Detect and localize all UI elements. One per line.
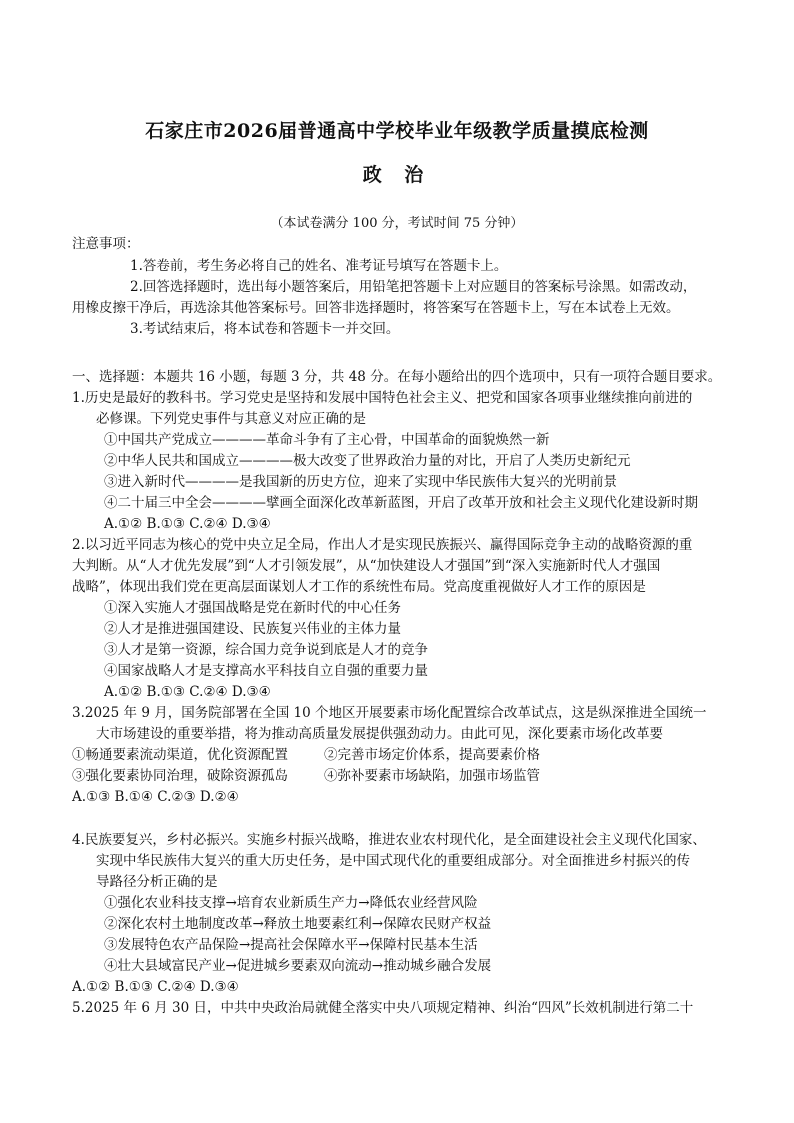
q1-statement-1: ①中国共产党成立————革命斗争有了主心骨，中国革命的面貌焕然一新 bbox=[104, 432, 550, 448]
q2-stem-cont-1: 大判断。从“人才优先发展”到“人才引领发展”，从“加快建设人才强国”到“深入实施新时代人才强国 bbox=[72, 558, 661, 574]
q3-statement-4: ④弥补要素市场缺陷，加强市场监管 bbox=[324, 768, 540, 784]
exam-subject: 政 治 bbox=[362, 164, 432, 186]
exam-meta: （本试卷满分 100 分，考试时间 75 分钟） bbox=[270, 216, 524, 231]
q2-options: A.①② B.①③ C.②④ D.③④ bbox=[104, 684, 271, 700]
notice-item-2-cont: 用橡皮擦干净后，再选涂其他答案标号。回答非选择题时，将答案写在答题卡上，写在本试卷上无效。 bbox=[72, 300, 680, 316]
q4-stem: 4.民族要复兴，乡村必振兴。实施乡村振兴战略，推进农业农村现代化，是全面建设社会主义现代化国家、 bbox=[72, 832, 706, 848]
q4-stem-cont-1: 实现中华民族伟大复兴的重大历史任务，是中国式现代化的重要组成部分。对全面推进乡村振兴的传 bbox=[96, 853, 690, 869]
notice-item-1: 1.答卷前，考生务必将自己的姓名、准考证号填写在答题卡上。 bbox=[130, 258, 508, 274]
q1-statement-3: ③进入新时代————是我国新的历史方位，迎来了实现中华民族伟大复兴的光明前景 bbox=[104, 474, 617, 490]
q2-stem: 2.以习近平同志为核心的党中央立足全局，作出人才是实现民族振兴、赢得国际竞争主动的战略资源的重 bbox=[72, 537, 693, 553]
q4-statement-3: ③发展特色农产品保险→提高社会保障水平→保障村民基本生活 bbox=[104, 937, 478, 953]
q2-stem-cont-2: 战略”，体现出我们党在更高层面谋划人才工作的系统性布局。党高度重视做好人才工作的原因是 bbox=[72, 579, 646, 595]
q1-stem: 1.历史是最好的教科书。学习党史是坚持和发展中国特色社会主义、把党和国家各项事业继续推向前进的 bbox=[72, 390, 693, 406]
q3-stem: 3.2025 年 9 月，国务院部署在全国 10 个地区开展要素市场化配置综合改革试点，这是纵深推进全国统一 bbox=[72, 705, 707, 721]
q4-statement-2: ②深化农村土地制度改革→释放土地要素红利→保障农民财产权益 bbox=[104, 916, 492, 932]
q4-statement-1: ①强化农业科技支撑→培育农业新质生产力→降低农业经营风险 bbox=[104, 895, 478, 911]
q2-statement-3: ③人才是第一资源，综合国力竞争说到底是人才的竞争 bbox=[104, 642, 428, 658]
q1-options: A.①② B.①③ C.②④ D.③④ bbox=[104, 516, 271, 532]
q3-statement-2: ②完善市场定价体系，提高要素价格 bbox=[324, 747, 540, 763]
q1-statement-4: ④二十届三中全会————擘画全面深化改革新蓝图，开启了改革开放和社会主义现代化建设新时期 bbox=[104, 495, 698, 511]
q4-options: A.①② B.①③ C.②④ D.③④ bbox=[72, 979, 239, 995]
q2-statement-1: ①深入实施人才强国战略是党在新时代的中心任务 bbox=[104, 600, 401, 616]
notice-item-3: 3.考试结束后，将本试卷和答题卡一并交回。 bbox=[130, 321, 400, 337]
q1-stem-cont: 必修课。下列党史事件与其意义对应正确的是 bbox=[96, 411, 366, 427]
q3-options: A.①③ B.①④ C.②③ D.②④ bbox=[72, 789, 239, 805]
q3-statement-3: ③强化要素协同治理，破除资源孤岛 bbox=[72, 768, 288, 784]
q2-statement-4: ④国家战略人才是支撑高水平科技自立自强的重要力量 bbox=[104, 663, 428, 679]
q2-statement-2: ②人才是推进强国建设、民族复兴伟业的主体力量 bbox=[104, 621, 401, 637]
section-heading: 一、选择题：本题共 16 小题，每题 3 分，共 48 分。在每小题给出的四个选项中，只有一项符合题目要求。 bbox=[72, 369, 722, 385]
q1-statement-2: ②中华人民共和国成立————极大改变了世界政治力量的对比，开启了人类历史新纪元 bbox=[104, 453, 631, 469]
notice-item-2: 2.回答选择题时，选出每小题答案后，用铅笔把答题卡上对应题目的答案标号涂黑。如需改动， bbox=[130, 279, 697, 295]
q4-statement-4: ④壮大县域富民产业→促进城乡要素双向流动→推动城乡融合发展 bbox=[104, 958, 492, 974]
q5-stem: 5.2025 年 6 月 30 日，中共中央政治局就健全落实中央八项规定精神、纠治“四风”长效机制进行第二十 bbox=[72, 1000, 694, 1016]
exam-title: 石家庄市2026届普通高中学校毕业年级教学质量摸底检测 bbox=[145, 120, 649, 142]
q3-statement-1: ①畅通要素流动渠道，优化资源配置 bbox=[72, 747, 288, 763]
q3-stem-cont: 大市场建设的重要举措，将为推动高质量发展提供强劲动力。由此可见，深化要素市场化改革要 bbox=[96, 726, 663, 742]
q4-stem-cont-2: 导路径分析正确的是 bbox=[96, 874, 218, 890]
notice-heading: 注意事项： bbox=[72, 236, 140, 252]
